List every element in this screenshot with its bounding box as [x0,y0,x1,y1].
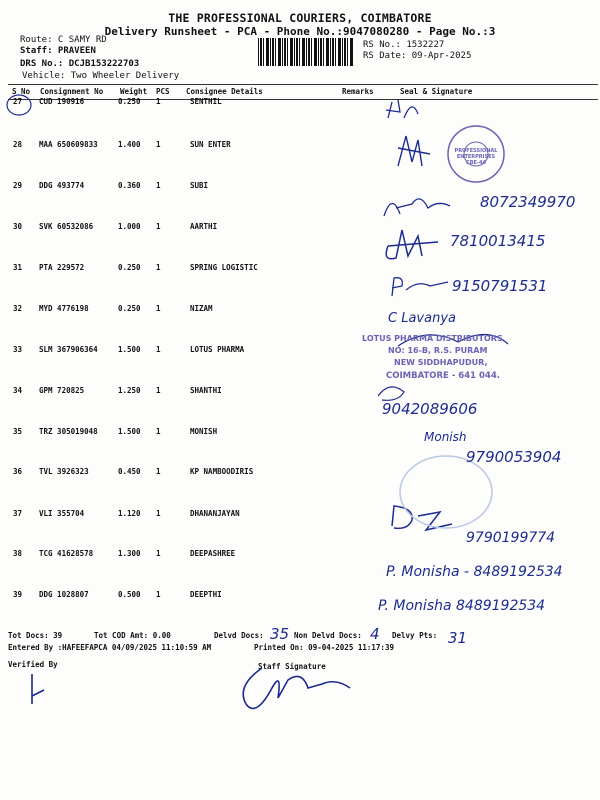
col-consignee: Consignee Details [186,87,263,96]
row-consignee: SHANTHI [190,386,222,395]
entered-by: Entered By :HAFEEFAPCA 04/09/2025 11:10:59 AM [8,643,212,652]
row-sno: 36 [13,467,23,476]
row-weight: 0.250 [118,263,141,272]
barcode-image [258,38,354,66]
signature-34 [378,387,404,400]
col-seal: Seal & Signature [400,87,473,96]
row-pcs: 1 [156,304,161,313]
row-consignment: TRZ 305019048 [39,427,98,436]
row-weight: 1.500 [118,345,141,354]
row-consignee: DEEPTHI [190,590,222,599]
row-weight: 0.250 [118,97,141,106]
row-consignee: SENTHIL [190,97,222,106]
staff-label: Staff: PRAVEEN [20,46,96,56]
non-delivered-docs-label: Non Delvd Docs: [294,631,362,640]
handwritten-phone-31: 9150791531 [452,277,548,295]
row-weight: 0.500 [118,590,141,599]
row-pcs: 1 [156,467,161,476]
staff-signature-label: Staff Signature [258,662,326,671]
row-pcs: 1 [156,181,161,190]
row-pcs: 1 [156,140,161,149]
row-pcs: 1 [156,427,161,436]
row-consignee: SUBI [190,181,209,190]
verified-by-label: Verified By [8,660,58,669]
row-weight: 1.250 [118,386,141,395]
total-cod-amount: Tot COD Amt: 0.00 [94,631,171,640]
row-sno: 29 [13,181,23,190]
drs-label: DRS No.: DCJB153222703 [20,59,140,69]
row-weight: 1.300 [118,549,141,558]
rs-number: RS No.: 1532227 [363,40,445,50]
signature-28 [398,136,430,166]
lotus-stamp-line4: COIMBATORE - 641 044. [386,371,500,381]
handwritten-phone-29: 8072349970 [480,193,576,211]
printed-on: Printed On: 09-04-2025 11:17:39 [254,643,394,652]
row-sno: 33 [13,345,23,354]
signature-29 [384,199,450,216]
handwritten-row-38: P. Monisha - 8489192534 [386,564,563,580]
signature-31 [392,278,448,296]
row-consignee: SPRING LOGISTIC [190,263,258,272]
handwritten-phone-37: 9790199774 [466,530,556,546]
row-sno: 38 [13,549,23,558]
signature-30 [386,230,438,259]
handwritten-name-32: C Lavanya [388,311,456,326]
row-pcs: 1 [156,345,161,354]
row-consignment: SLM 367906364 [39,345,98,354]
row-weight: 1.500 [118,427,141,436]
row-consignee: LOTUS PHARMA [190,345,245,354]
row-weight: 0.450 [118,467,141,476]
handwritten-delivered-count: 35 [270,625,290,643]
company-title: THE PROFESSIONAL COURIERS, COIMBATORE [168,11,432,25]
row-weight: 1.400 [118,140,141,149]
row-consignee: DEEPASHREE [190,549,236,558]
row-consignee: SUN ENTER [190,140,231,149]
row-consignment: MAA 650609833 [39,140,98,149]
col-sno: S No [12,87,31,96]
row-sno: 27 [13,97,23,106]
row-consignment: VLI 355704 [39,509,85,518]
row-sno: 35 [13,427,23,436]
vehicle-label: Vehicle: Two Wheeler Delivery [22,71,180,81]
row-consignee: AARTHI [190,222,218,231]
row-pcs: 1 [156,263,161,272]
handwritten-delivery-points: 31 [448,629,468,647]
row-pcs: 1 [156,509,161,518]
row-sno: 30 [13,222,23,231]
handwritten-phone-36: 9790053904 [466,448,562,466]
col-weight: Weight [120,87,148,96]
round-seal-text: PROFESSIONAL ENTERPRISES CBE-44 [454,148,498,166]
row-pcs: 1 [156,549,161,558]
row-consignment: DDG 1028807 [39,590,89,599]
col-consignment: Consignment No [40,87,104,96]
row-weight: 1.120 [118,509,141,518]
row-sno: 28 [13,140,23,149]
row-sno: 37 [13,509,23,518]
row-sno: 39 [13,590,23,599]
lotus-stamp-line2: NO: 16-B, R.S. PURAM [388,346,488,355]
rs-date: RS Date: 09-Apr-2025 [363,51,472,61]
row-consignment: CUD 190916 [39,97,85,106]
row-sno: 32 [13,304,23,313]
route-label: Route: C SAMY RD [20,35,107,45]
col-pcs: PCS [156,87,170,96]
row-consignment: TVL 3926323 [39,467,89,476]
row-consignee: NIZAM [190,304,213,313]
row-consignee: KP NAMBOODIRIS [190,467,254,476]
runsheet-subtitle: Delivery Runsheet - PCA - Phone No.:9047080280 - Page No.:3 [104,25,496,38]
row-weight: 1.000 [118,222,141,231]
handwritten-row-39: P. Monisha 8489192534 [378,598,546,614]
row-weight: 0.360 [118,181,141,190]
row-pcs: 1 [156,222,161,231]
row-pcs: 1 [156,97,161,106]
row-consignee: MONISH [190,427,218,436]
circled-row-mark [4,92,36,118]
total-docs: Tot Docs: 39 [8,631,63,640]
signature-27 [386,100,418,118]
row-consignment: SVK 60532086 [39,222,94,231]
verified-by-signature [20,668,50,708]
lotus-stamp-line1: LOTUS PHARMA DISTRIBUTORS [362,334,503,343]
handwritten-phone-30: 7810013415 [450,232,546,250]
handwritten-phone-34: 9042089606 [382,400,478,418]
row-sno: 34 [13,386,23,395]
row-consignee: DHANANJAYAN [190,509,240,518]
row-pcs: 1 [156,590,161,599]
row-consignment: MYD 4776198 [39,304,89,313]
row-consignment: DDG 493774 [39,181,85,190]
handwritten-non-delivered-count: 4 [370,625,380,643]
row-sno: 31 [13,263,23,272]
handwritten-sig-35: Monish [424,430,467,444]
row-consignment: TCG 41628578 [39,549,94,558]
staff-signature-drawn [232,658,362,722]
row-consignment: GPM 720825 [39,386,85,395]
lotus-stamp-line3: NEW SIDDHAPUDUR, [394,358,488,367]
row-consignment: PTA 229572 [39,263,85,272]
row-weight: 0.250 [118,304,141,313]
delivered-docs-label: Delvd Docs: [214,631,264,640]
row-pcs: 1 [156,386,161,395]
col-remarks: Remarks [342,87,374,96]
delivery-points-label: Delvy Pts: [392,631,438,640]
